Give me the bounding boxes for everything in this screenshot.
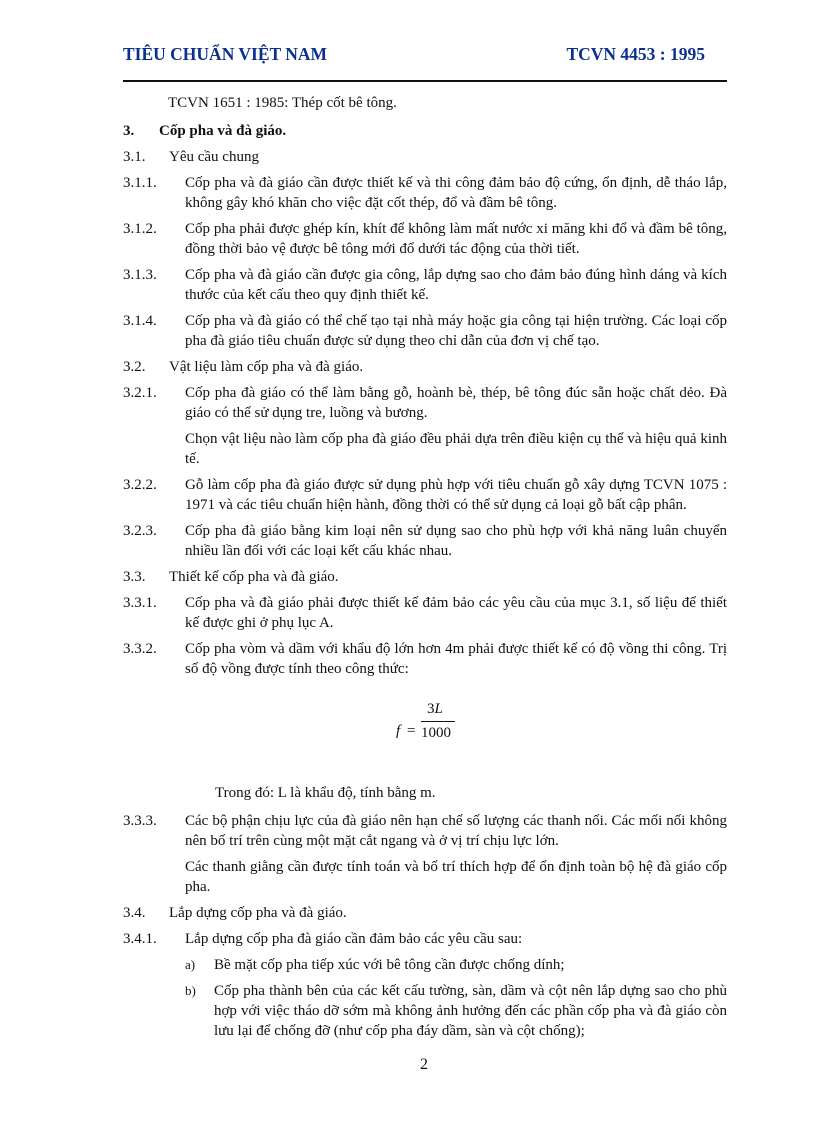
clause-text: Cốp pha và đà giáo cần được gia công, lắp dựng sao cho đảm bảo đúng hình dáng và kích thước của kết cấu theo quy định thiết kế. [185,267,727,303]
clause-text: Lắp dựng cốp pha đà giáo cần đảm bảo các yêu cầu sau: [185,931,523,947]
clause-text: Cốp pha đà giáo bằng kim loại nên sử dụng sao cho phù hợp với khả năng luân chuyển nhiều lần đối với các loại kết cấu khác nhau. [185,523,727,559]
formula-note-text: Trong đó: L là khẩu độ, tính bằng m. [215,785,436,801]
clause-3-1-4 [123,311,727,351]
header-left-title: TIÊU CHUẨN VIỆT NAM [123,44,328,64]
section-3-3-title: Thiết kế cốp pha và đà giáo. [169,569,339,585]
section-3-2-number: 3.2. [123,359,146,375]
clause-text: Gỗ làm cốp pha đà giáo được sử dụng phù hợp với tiêu chuẩn gỗ xây dựng TCVN 1075 : 1971 và các tiêu chuẩn hiện hành, đồng thời có thể sử dụng cả loại gỗ bất cập phân. [185,477,727,513]
formula-lhs: f [396,723,401,739]
formula-numerator-variable: L [434,701,443,717]
document-body [123,93,727,1041]
clause-3-3-2 [123,639,727,679]
clause-text: Cốp pha và đà giáo có thể chế tạo tại nhà máy hoặc gia công tại hiện trường. Các loại cốp pha đà giáo tiêu chuẩn được sử dụng theo chỉ dẫn của đơn vị chế tạo. [185,313,727,349]
clause-3-2-3 [123,521,727,561]
section-3-2-title: Vật liệu làm cốp pha và đà giáo. [169,359,364,375]
clause-3-2-1 [123,383,727,423]
camber-formula [123,691,727,761]
clause-number: 3.4.1. [123,931,157,947]
clause-text: Các thanh giằng cần được tính toán và bố trí thích hợp để ổn định toàn bộ hệ đà giáo cốp pha. [185,859,727,895]
list-item-b [123,981,727,1041]
clause-number: 3.2.2. [123,477,157,493]
list-item-text: Bề mặt cốp pha tiếp xúc với bê tông cần được chống dính; [214,957,565,973]
section-3-heading [123,121,727,141]
clause-number: 3.1.3. [123,267,157,283]
formula-equals: = [407,723,416,739]
clause-text: Cốp pha và đà giáo cần được thiết kế và thi công đảm bảo độ cứng, ổn định, dễ tháo lắp, không gây khó khăn cho việc đặt cốt thép, đổ và đầm bê tông. [185,175,727,211]
section-3-3-heading [123,567,727,587]
clause-number: 3.1.2. [123,221,157,237]
formula-numerator-coefficient: 3 [427,701,435,717]
section-3-4-title: Lắp dựng cốp pha và đà giáo. [169,905,347,921]
formula-numerator [427,701,443,718]
section-3-4-heading [123,903,727,923]
clause-3-2-2 [123,475,727,515]
clause-number: 3.2.1. [123,385,157,401]
header-rule [123,80,727,82]
intro-reference-text: TCVN 1651 : 1985: Thép cốt bê tông. [168,95,397,111]
section-3-1-heading [123,147,727,167]
intro-reference [123,93,727,113]
clause-text: Cốp pha đà giáo có thể làm bằng gỗ, hoành bè, thép, bê tông đúc sẵn hoặc chất dẻo. Đà giáo có thể sử dụng tre, luồng và bương. [185,385,727,421]
section-3-2-heading [123,357,727,377]
clause-3-2-1-continued [123,429,727,469]
clause-3-3-1 [123,593,727,633]
clause-text: Cốp pha phải được ghép kín, khít để không làm mất nước xi măng khi đổ và đầm bê tông, đồng thời bảo vệ được bê tông mới đổ dưới tác động của thời tiết. [185,221,727,257]
clause-number: 3.2.3. [123,523,157,539]
section-3-title: Cốp pha và đà giáo. [159,123,287,139]
clause-number: 3.3.2. [123,641,157,657]
clause-number: 3.1.4. [123,313,157,329]
page-header [123,44,705,70]
clause-3-4-1 [123,929,727,949]
clause-text: Cốp pha vòm và dầm với khẩu độ lớn hơn 4m phải được thiết kế có độ vồng thi công. Trị số độ vồng được tính theo công thức: [185,641,727,677]
list-item-a [123,955,727,975]
section-3-3-number: 3.3. [123,569,146,585]
formula-denominator: 1000 [421,725,451,741]
clause-text: Các bộ phận chịu lực của đà giáo nên hạn chế số lượng các thanh nối. Các mối nối không nên bố trí trên cùng một mặt cắt ngang và ở vị trí chịu lực lớn. [185,813,727,849]
clause-number: 3.1.1. [123,175,157,191]
clause-text: Chọn vật liệu nào làm cốp pha đà giáo đều phải dựa trên điều kiện cụ thể và hiệu quả kinh tế. [185,431,727,467]
clause-3-1-3 [123,265,727,305]
header-standard-code: TCVN 4453 : 1995 [566,44,705,64]
clause-3-3-3-continued [123,857,727,897]
page-number: 2 [420,1056,428,1073]
formula-note [123,783,727,803]
list-item-letter: a) [185,957,196,972]
clause-text: Cốp pha và đà giáo phải được thiết kế đảm bảo các yêu cầu của mục 3.1, số liệu để thiết kế được ghi ở phụ lục A. [185,595,727,631]
clause-number: 3.3.3. [123,813,157,829]
clause-number: 3.3.1. [123,595,157,611]
section-3-4-number: 3.4. [123,905,146,921]
clause-3-1-2 [123,219,727,259]
clause-3-3-3 [123,811,727,851]
formula-fraction-bar [421,721,455,722]
list-item-letter: b) [185,983,196,998]
section-3-1-number: 3.1. [123,149,146,165]
section-3-1-title: Yêu cầu chung [169,149,259,165]
clause-3-1-1 [123,173,727,213]
list-item-text: Cốp pha thành bên của các kết cấu tường, sàn, dầm và cột nên lắp dựng sao cho phù hợp với việc tháo dỡ sớm mà không ảnh hưởng đến các phần cốp pha và đà giáo còn lưu lại để chống đỡ (như cốp pha đáy dầm, sàn và cột chống); [214,983,727,1039]
section-3-number: 3. [123,123,135,139]
